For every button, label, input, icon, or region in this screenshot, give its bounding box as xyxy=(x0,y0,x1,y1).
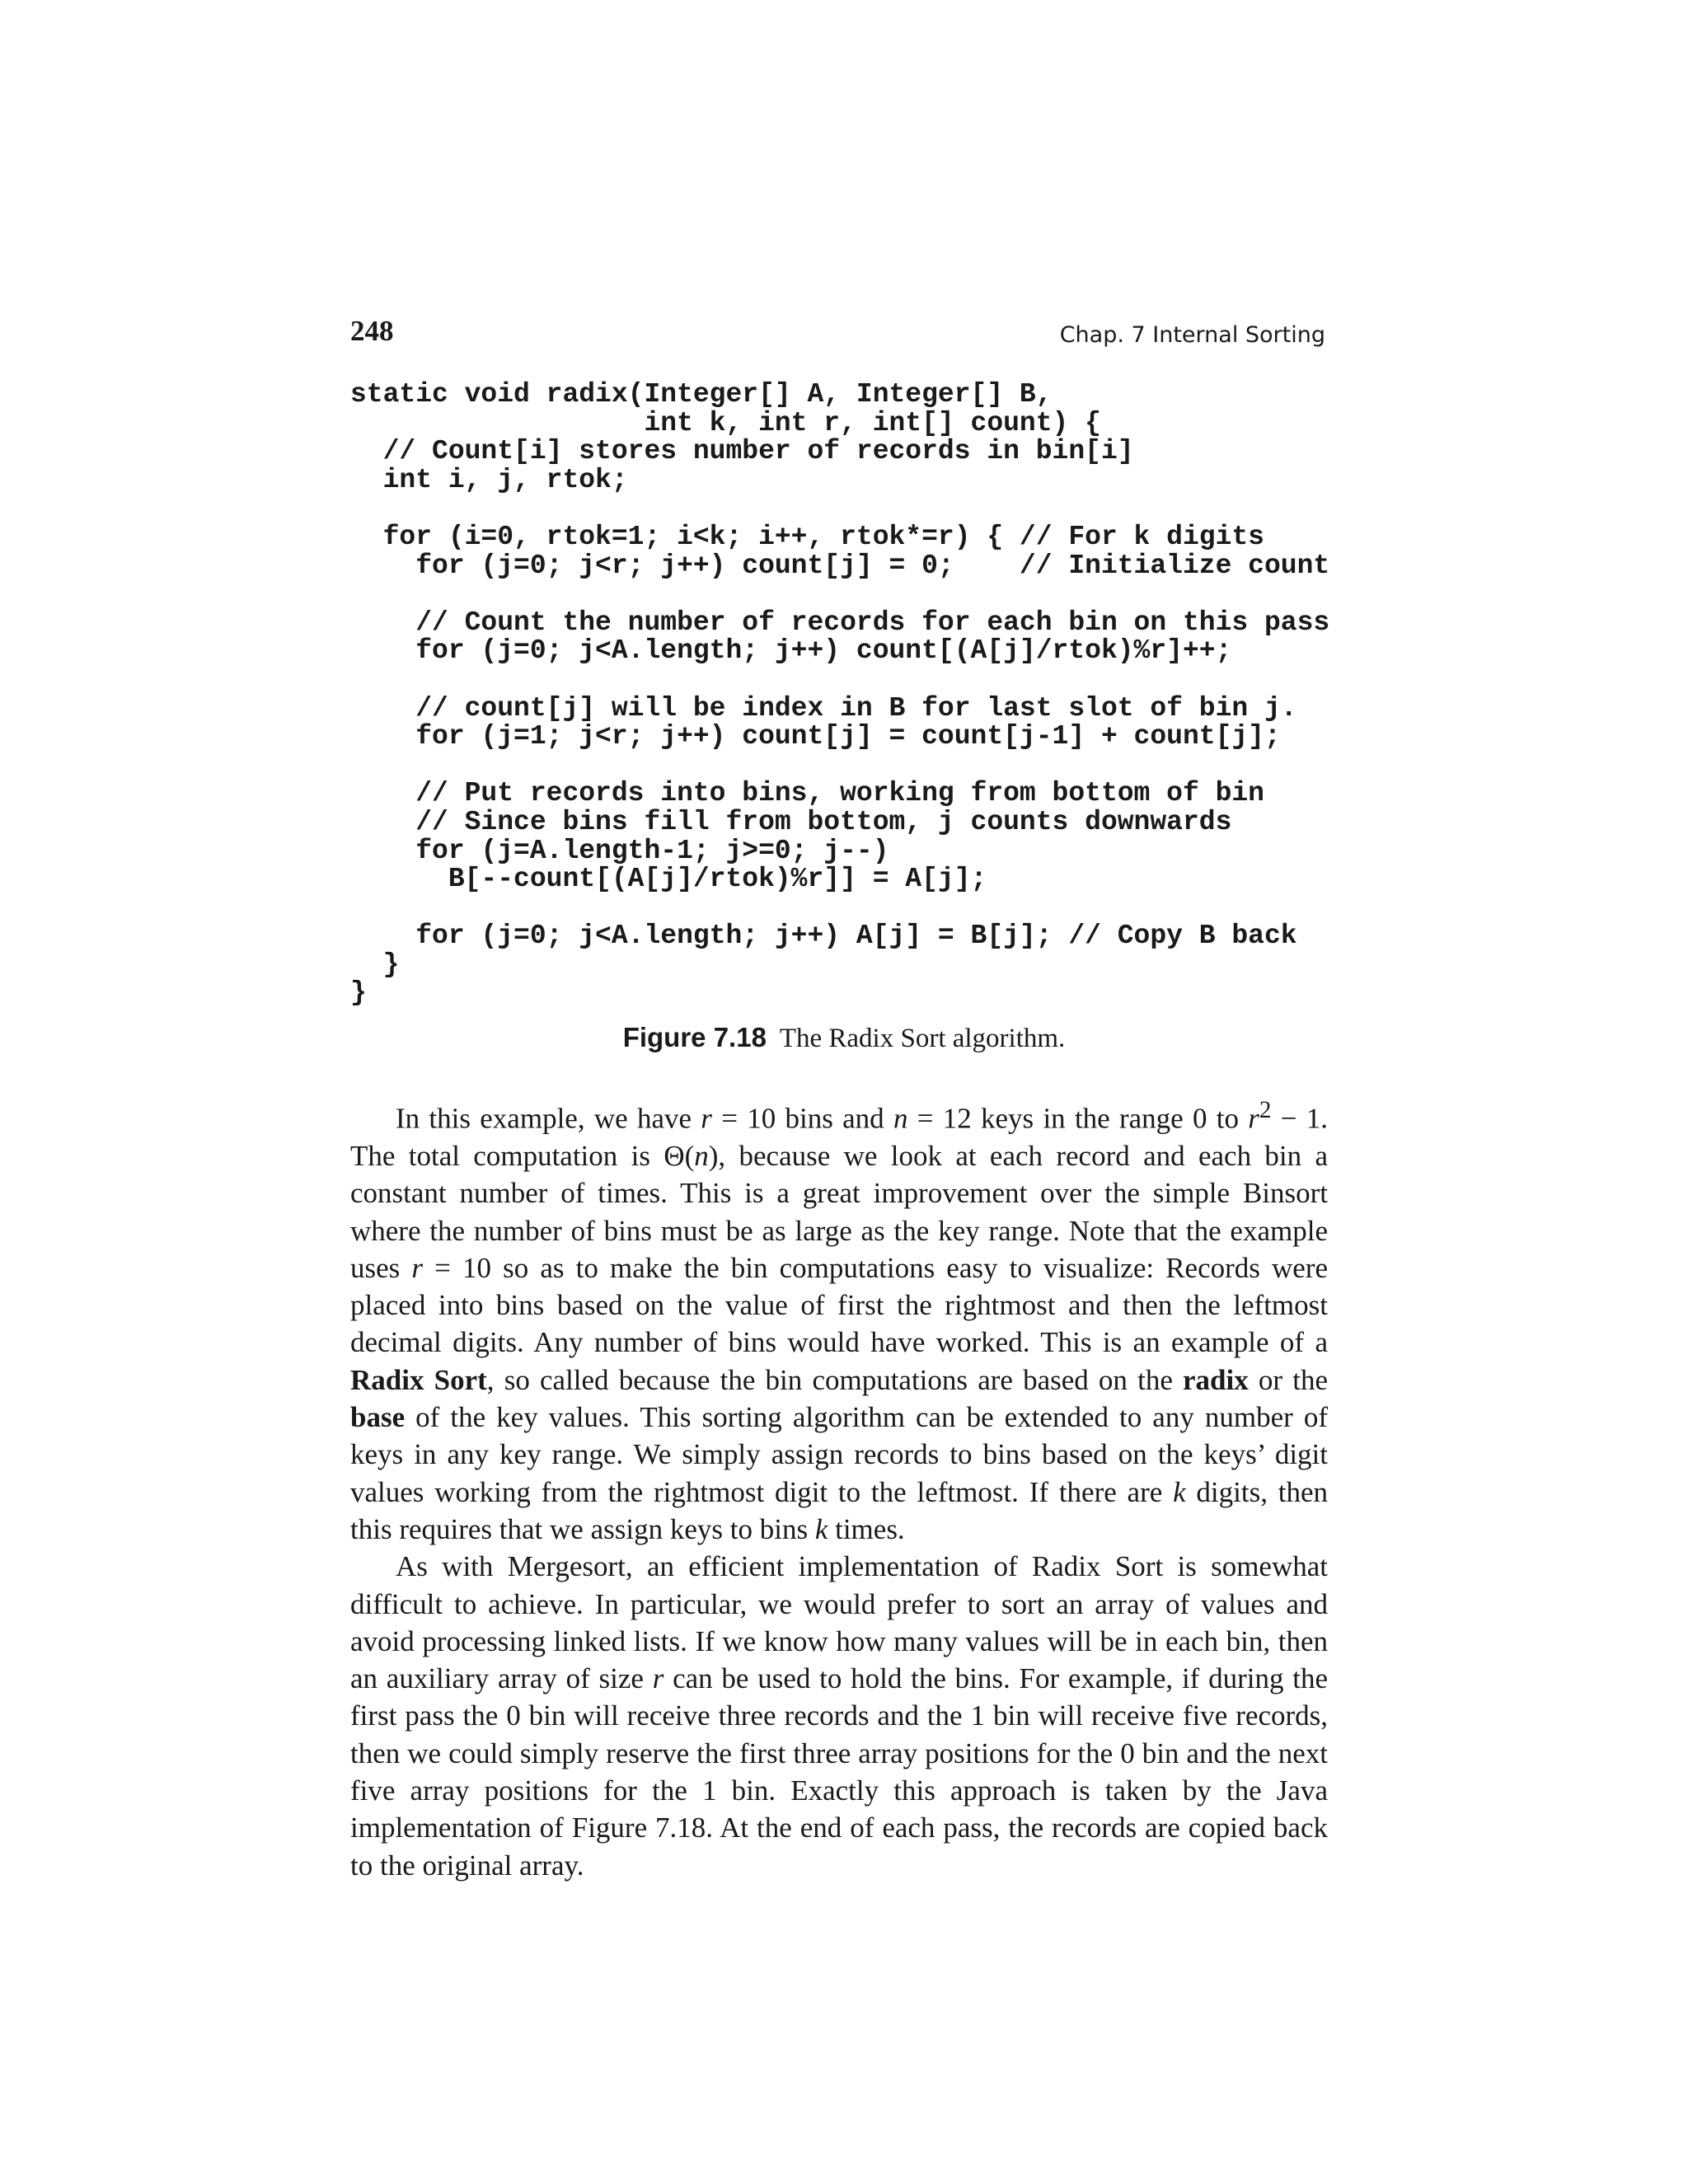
math-text: = 10 xyxy=(423,1251,492,1284)
term-radix-sort: Radix Sort xyxy=(350,1363,487,1396)
code-line: for (j=A.length-1; j>=0; j--) xyxy=(350,835,889,866)
term-radix: radix xyxy=(1183,1363,1249,1396)
code-line: } xyxy=(350,977,367,1009)
math-text: ) xyxy=(708,1139,719,1172)
code-line: // Count the number of records for each bin on this pass xyxy=(350,607,1330,638)
code-listing xyxy=(350,381,1381,1008)
code-line: for (i=0, rtok=1; i<k; i++, rtok*=r) { // For k digits xyxy=(350,521,1264,552)
math-text: = 12 xyxy=(907,1102,972,1135)
text-run: As with Mergesort, an efficient implementation of Radix Sort is somewhat difficult to achieve. In particular, we would prefer to sort an array of values and avoid processing linked lists. If we know how many values will be in each bin, then an auxiliary array of size xyxy=(350,1550,1328,1695)
code-line: } xyxy=(350,949,400,980)
running-head: Chap. 7 Internal Sorting xyxy=(1059,322,1325,348)
code-line: int k, int r, int[] count) { xyxy=(350,407,1101,438)
text-run: , because we look at each record and each bin a constant number of times. This is a great improvement over the simple Binsort where the number of bins must be as large as the key range. Note that the example uses xyxy=(350,1139,1329,1284)
math-var: k xyxy=(814,1512,828,1545)
text-run: or the xyxy=(1248,1363,1328,1396)
text-run: In this example, we have xyxy=(396,1102,701,1135)
text-run: so as to make the bin computations easy to visualize: Records were placed into bins based on the value of first the rightmost and then the leftmost decimal digits. Any number of bins would have worked. This is an example of a xyxy=(350,1251,1329,1359)
code-line xyxy=(350,666,1381,695)
math-var: n xyxy=(694,1139,709,1172)
text-run: bins and xyxy=(776,1102,893,1135)
text-run: . The total computation is xyxy=(350,1102,1328,1172)
math-var: n xyxy=(893,1102,908,1135)
body-text xyxy=(350,1092,1328,1884)
code-line xyxy=(350,894,1381,923)
text-run: of the key values. This sorting algorithm can be extended to any number of keys in any key range. We simply assign records to bins based on the keys’ digit values working from the rightmost digit to the leftmost. If there are xyxy=(350,1401,1328,1508)
math-var: r xyxy=(1248,1102,1259,1135)
math-text: − 1 xyxy=(1271,1102,1321,1135)
figure-caption xyxy=(0,1022,1688,1054)
code-line xyxy=(350,494,1381,523)
code-line: static void radix(Integer[] A, Integer[] B, xyxy=(350,379,1053,410)
math-var: k xyxy=(1173,1475,1186,1508)
code-line: for (j=0; j<r; j++) count[j] = 0; // Initialize count xyxy=(350,550,1330,581)
code-line: int i, j, rtok; xyxy=(350,464,628,495)
paragraph-1 xyxy=(350,1092,1328,1548)
figure-caption-text: The Radix Sort algorithm. xyxy=(779,1024,1066,1053)
math-text: Θ( xyxy=(663,1139,695,1172)
text-run: keys in the range 0 to xyxy=(971,1102,1249,1135)
math-exponent: 2 xyxy=(1259,1097,1272,1123)
term-base: base xyxy=(350,1401,406,1434)
code-line: // count[j] will be index in B for last slot of bin j. xyxy=(350,692,1297,724)
math-var: r xyxy=(411,1251,424,1284)
math-var: r xyxy=(652,1662,664,1695)
code-line: for (j=0; j<A.length; j++) count[(A[j]/rtok)%r]++; xyxy=(350,635,1232,667)
paragraph-2 xyxy=(350,1548,1328,1884)
figure-label: Figure 7.18 xyxy=(622,1022,767,1052)
math-text: = 10 xyxy=(711,1102,776,1135)
code-line: // Put records into bins, working from bottom of bin xyxy=(350,778,1264,809)
text-run: times. xyxy=(828,1512,905,1545)
page-number: 248 xyxy=(350,315,394,347)
code-line: for (j=0; j<A.length; j++) A[j] = B[j]; // Copy B back xyxy=(350,921,1297,952)
text-run: can be used to hold the bins. For example, if during the first pass the 0 bin will receive three records and the 1 bin will receive five records, then we could simply reserve the first three array positions for the 0 bin and the next five array positions for the 1 bin. Exactly this approach is taken by the Java implementation of Figure 7.18. At the end of each pass, the records are copied back to the original array. xyxy=(350,1662,1328,1882)
code-line xyxy=(350,752,1381,780)
code-line: // Since bins fill from bottom, j counts downwards xyxy=(350,806,1232,837)
code-line: B[--count[(A[j]/rtok)%r]] = A[j]; xyxy=(350,864,987,895)
code-line: for (j=1; j<r; j++) count[j] = count[j-1] + count[j]; xyxy=(350,721,1281,752)
math-var: r xyxy=(701,1102,712,1135)
code-line xyxy=(350,580,1381,609)
text-run: , so called because the bin computations are based on the xyxy=(486,1363,1184,1396)
code-line: // Count[i] stores number of records in bin[i] xyxy=(350,436,1134,467)
text-run: digits, then this requires that we assign keys to bins xyxy=(350,1475,1328,1545)
